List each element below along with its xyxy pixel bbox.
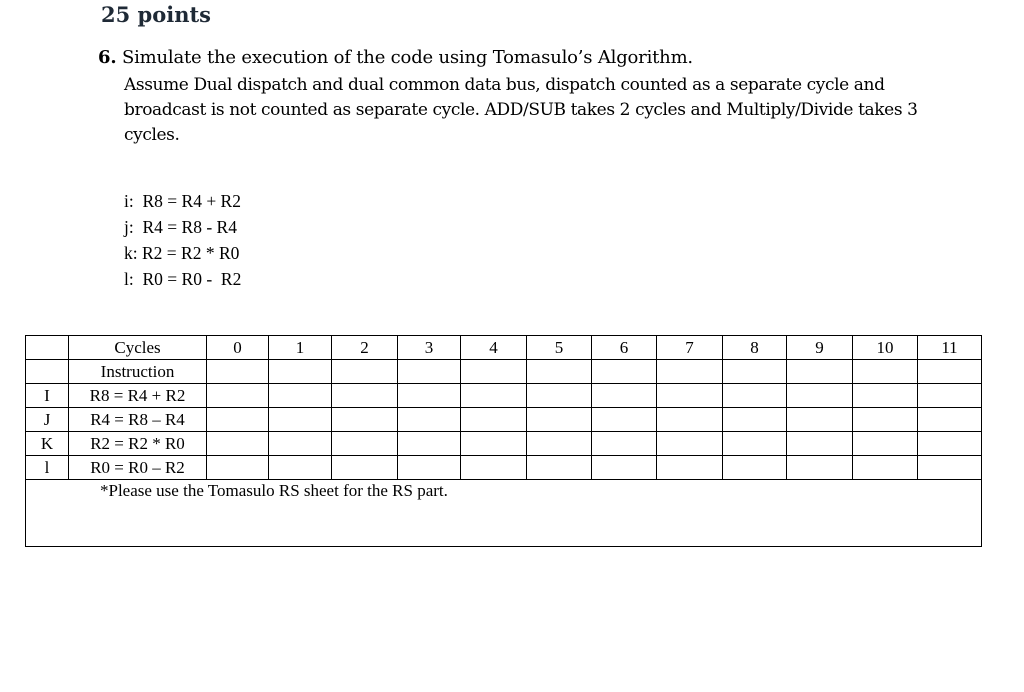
instruction-header-row [26, 360, 982, 384]
schedule-cell[interactable] [723, 384, 787, 408]
instruction-line: Assume Dual dispatch and dual common data bus, dispatch counted as a separate cycle and [124, 75, 885, 95]
schedule-cell[interactable] [657, 432, 723, 456]
schedule-cell[interactable] [853, 432, 918, 456]
tomasulo-schedule-table [25, 335, 982, 547]
cycle-header: 6 [592, 336, 657, 360]
schedule-cell[interactable] [918, 360, 982, 384]
schedule-cell[interactable] [269, 408, 332, 432]
table-row [26, 408, 982, 432]
cycle-header: 10 [853, 336, 918, 360]
schedule-cell[interactable] [461, 408, 527, 432]
schedule-cell[interactable] [723, 360, 787, 384]
schedule-cell[interactable] [592, 360, 657, 384]
schedule-cell[interactable] [853, 360, 918, 384]
schedule-cell[interactable] [332, 360, 398, 384]
schedule-cell[interactable] [207, 456, 269, 480]
schedule-cell[interactable] [332, 384, 398, 408]
schedule-cell[interactable] [332, 432, 398, 456]
schedule-cell[interactable] [918, 408, 982, 432]
schedule-cell[interactable] [398, 432, 461, 456]
schedule-cell[interactable] [787, 456, 853, 480]
table-row [26, 384, 982, 408]
schedule-cell[interactable] [207, 408, 269, 432]
schedule-cell[interactable] [657, 384, 723, 408]
cycles-header-row [26, 336, 982, 360]
instruction-cell: R8 = R4 + R2 [69, 384, 207, 408]
code-listing [124, 188, 241, 292]
row-id-cell: l [26, 456, 69, 480]
cycle-header: 9 [787, 336, 853, 360]
instruction-cell: R0 = R0 – R2 [69, 456, 207, 480]
schedule-cell[interactable] [269, 432, 332, 456]
schedule-cell[interactable] [657, 456, 723, 480]
cycle-header: 11 [918, 336, 982, 360]
schedule-cell[interactable] [398, 384, 461, 408]
code-line: i: R8 = R4 + R2 [124, 191, 241, 211]
code-line: l: R0 = R0 - R2 [124, 269, 242, 289]
question-number: 6. [98, 47, 117, 68]
code-line: k: R2 = R2 * R0 [124, 243, 240, 263]
cycle-header: 0 [207, 336, 269, 360]
schedule-cell[interactable] [207, 384, 269, 408]
schedule-cell[interactable] [207, 360, 269, 384]
schedule-cell[interactable] [787, 408, 853, 432]
schedule-cell[interactable] [723, 432, 787, 456]
table-row [26, 456, 982, 480]
row-id-cell: J [26, 408, 69, 432]
schedule-cell[interactable] [269, 456, 332, 480]
cycle-header: 3 [398, 336, 461, 360]
schedule-cell[interactable] [527, 456, 592, 480]
schedule-cell[interactable] [787, 432, 853, 456]
schedule-cell[interactable] [461, 456, 527, 480]
schedule-cell[interactable] [398, 408, 461, 432]
schedule-cell[interactable] [592, 408, 657, 432]
row-id-header-cell [26, 336, 69, 360]
schedule-cell[interactable] [918, 432, 982, 456]
schedule-cell[interactable] [332, 456, 398, 480]
schedule-cell[interactable] [527, 432, 592, 456]
schedule-cell[interactable] [592, 432, 657, 456]
row-id-cell: I [26, 384, 69, 408]
schedule-cell[interactable] [592, 456, 657, 480]
schedule-cell[interactable] [723, 408, 787, 432]
schedule-cell[interactable] [657, 360, 723, 384]
schedule-cell[interactable] [918, 456, 982, 480]
points-heading: 25 points [101, 2, 211, 27]
table-row [26, 432, 982, 456]
schedule-cell[interactable] [657, 408, 723, 432]
question-heading [98, 46, 693, 70]
instruction-cell: R4 = R8 – R4 [69, 408, 207, 432]
question-title: Simulate the execution of the code using Tomasulo’s Algorithm. [121, 47, 693, 68]
schedule-cell[interactable] [853, 384, 918, 408]
rs-sheet-note: *Please use the Tomasulo RS sheet for the RS part. [26, 480, 982, 547]
schedule-cell[interactable] [207, 432, 269, 456]
cycle-header: 5 [527, 336, 592, 360]
schedule-cell[interactable] [787, 384, 853, 408]
schedule-cell[interactable] [461, 360, 527, 384]
instruction-line: cycles. [124, 125, 180, 145]
schedule-cell[interactable] [461, 432, 527, 456]
schedule-cell[interactable] [853, 408, 918, 432]
schedule-cell[interactable] [723, 456, 787, 480]
cycle-header: 1 [269, 336, 332, 360]
schedule-cell[interactable] [332, 408, 398, 432]
instruction-label: Instruction [69, 360, 207, 384]
schedule-cell[interactable] [592, 384, 657, 408]
schedule-cell[interactable] [398, 360, 461, 384]
code-line: j: R4 = R8 - R4 [124, 217, 237, 237]
schedule-cell[interactable] [527, 408, 592, 432]
question-instructions [124, 73, 954, 148]
cycle-header: 2 [332, 336, 398, 360]
schedule-cell[interactable] [269, 360, 332, 384]
schedule-cell[interactable] [269, 384, 332, 408]
schedule-cell[interactable] [918, 384, 982, 408]
instruction-cell: R2 = R2 * R0 [69, 432, 207, 456]
row-id-cell: K [26, 432, 69, 456]
cycle-header: 4 [461, 336, 527, 360]
row-id-cell [26, 360, 69, 384]
cycle-header: 7 [657, 336, 723, 360]
note-row [26, 480, 982, 547]
cycles-label: Cycles [69, 336, 207, 360]
schedule-cell[interactable] [853, 456, 918, 480]
schedule-cell[interactable] [527, 360, 592, 384]
instruction-line: broadcast is not counted as separate cycle. ADD/SUB takes 2 cycles and Multiply/Divide takes 3 [124, 100, 918, 120]
schedule-cell[interactable] [461, 384, 527, 408]
schedule-cell[interactable] [398, 456, 461, 480]
cycle-header: 8 [723, 336, 787, 360]
schedule-cell[interactable] [787, 360, 853, 384]
schedule-cell[interactable] [527, 384, 592, 408]
